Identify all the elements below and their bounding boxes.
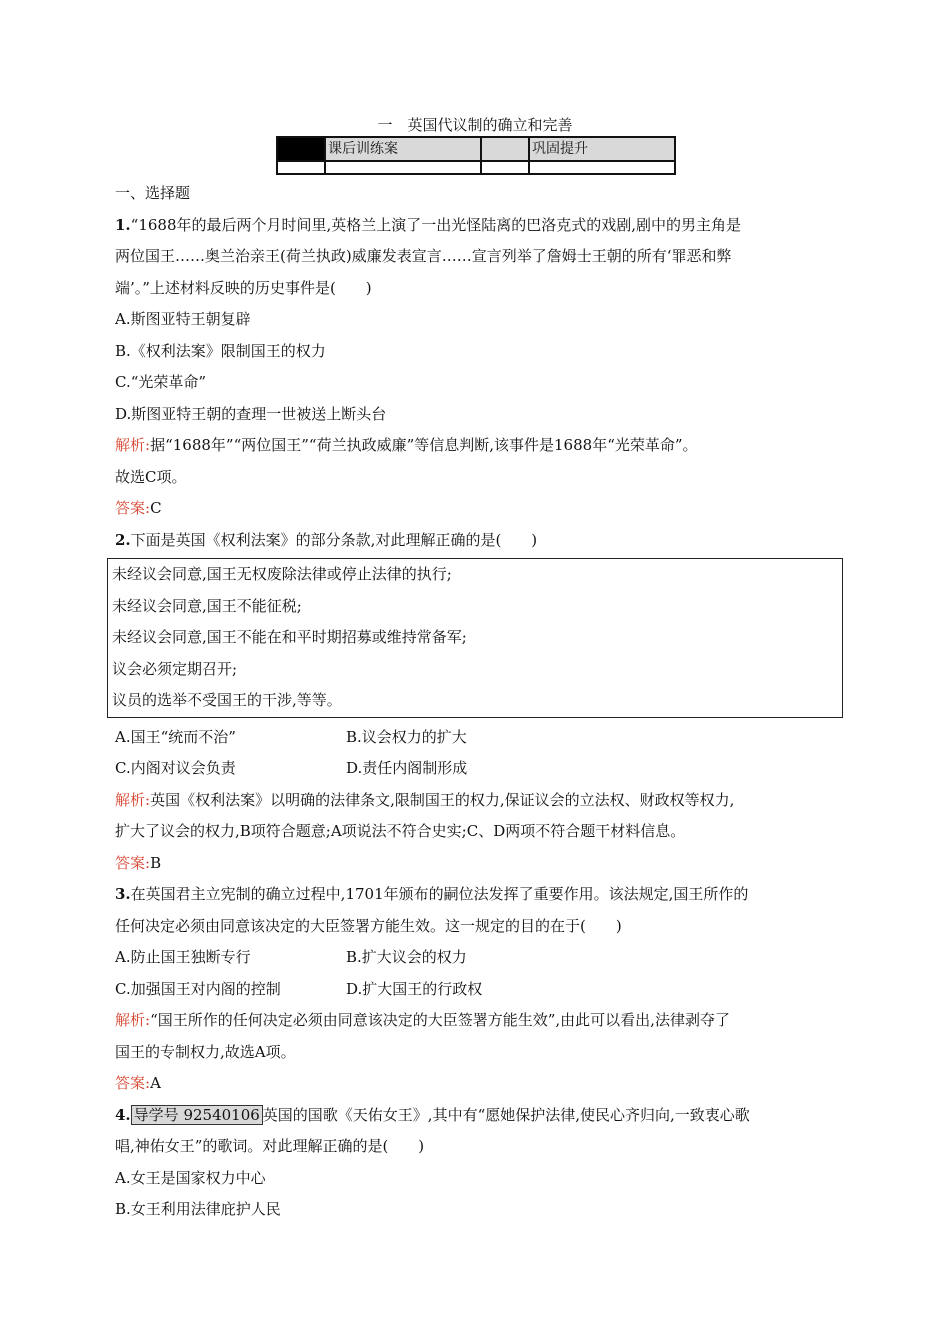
header-table-label-1: 课后训练案 xyxy=(328,141,398,157)
question-stem-line: 下面是英国《权利法案》的部分条款,对此理解正确的是( ) xyxy=(130,530,538,549)
answer-value: C xyxy=(150,499,162,517)
option: B.议会权力的扩大 xyxy=(346,727,467,746)
material-line: 未经议会同意,国王无权废除法律或停止法律的执行; xyxy=(112,565,452,583)
option: D.斯图亚特王朝的查理一世被送上断头台 xyxy=(115,404,387,423)
source-material-box xyxy=(107,558,843,718)
analysis-text: 故选C项。 xyxy=(115,467,187,486)
option: C.“光荣革命” xyxy=(115,373,207,391)
analysis-label: 解析: xyxy=(115,1011,151,1029)
question-stem-line: “1688年的最后两个月时间里,英格兰上演了一出光怪陆离的巴洛克式的戏剧,剧中的男主角是 xyxy=(130,215,742,234)
header-table-cell-3 xyxy=(529,137,675,161)
analysis-text: 据“1688年”“两位国王”“荷兰执政威廉”等信息判断,该事件是1688年“光荣革命”。 xyxy=(150,436,698,454)
question-2 xyxy=(112,525,831,880)
question-stem-line: 唱,神佑女王”的歌词。对此理解正确的是( ) xyxy=(115,1137,425,1155)
question-1 xyxy=(115,210,831,525)
header-table-black-cell xyxy=(277,137,325,161)
header-table-cell xyxy=(481,161,529,174)
question-stem-line: 端’。”上述材料反映的历史事件是( ) xyxy=(115,278,372,297)
guide-number-tag[interactable]: 导学号 92540106 xyxy=(131,1105,263,1125)
answer-label: 答案: xyxy=(115,853,151,872)
section-heading: 一、选择题 xyxy=(115,184,191,202)
analysis-text: 国王的专制权力,故选A项。 xyxy=(115,1042,296,1061)
header-table-cell xyxy=(277,161,325,174)
question-number: 4. xyxy=(115,1105,131,1124)
analysis-text: “国王所作的任何决定必须由同意该决定的大臣签署方能生效”,由此可以看出,法律剥夺了 xyxy=(150,1011,730,1029)
header-table-label-2: 巩固提升 xyxy=(532,141,588,157)
option: D.扩大国王的行政权 xyxy=(346,979,483,998)
header-table-cell xyxy=(529,161,675,174)
question-number: 3. xyxy=(115,885,131,903)
question-number: 2. xyxy=(115,530,131,549)
answer-value: B xyxy=(150,853,162,872)
option: B.女王利用法律庇护人民 xyxy=(115,1200,281,1218)
question-stem-line: 任何决定必须由同意该决定的大臣签署方能生效。这一规定的目的在于( ) xyxy=(115,916,622,935)
answer-value: A xyxy=(150,1074,161,1092)
option: C.内阁对议会负责 xyxy=(115,759,236,777)
answer-label: 答案: xyxy=(115,499,151,517)
analysis-text: 英国《权利法案》以明确的法律条文,限制国王的权力,保证议会的立法权、财政权等权力, xyxy=(150,790,735,809)
question-3 xyxy=(115,879,831,1100)
material-line: 议会必须定期召开; xyxy=(112,659,238,678)
question-4 xyxy=(115,1100,831,1226)
option: D.责任内阁制形成 xyxy=(346,759,468,777)
analysis-label: 解析: xyxy=(115,790,151,809)
page-title: 一 英国代议制的确立和完善 xyxy=(377,116,573,134)
option: A.斯图亚特王朝复辟 xyxy=(115,310,251,328)
question-stem-line: 两位国王……奥兰治亲王(荷兰执政)威廉发表宣言……宣言列举了詹姆士王朝的所有‘罪恶和弊 xyxy=(115,247,732,265)
option: A.女王是国家权力中心 xyxy=(115,1168,266,1187)
header-table-cell-1 xyxy=(325,137,481,161)
material-line: 未经议会同意,国王不能征税; xyxy=(112,596,302,615)
header-table-cell-2 xyxy=(481,137,529,161)
analysis-label: 解析: xyxy=(115,436,151,454)
option: B.扩大议会的权力 xyxy=(346,948,467,966)
document-body xyxy=(112,178,831,1226)
option: A.国王“统而不治” xyxy=(115,727,236,746)
question-stem-line: 在英国君主立宪制的确立过程中,1701年颁布的嗣位法发挥了重要作用。该法规定,国王所作的 xyxy=(130,885,749,903)
option: A.防止国王独断专行 xyxy=(115,948,251,966)
material-line: 未经议会同意,国王不能在和平时期招募或维持常备军; xyxy=(112,628,467,646)
analysis-text: 扩大了议会的权力,B项符合题意;A项说法不符合史实;C、D两项不符合题干材料信息。 xyxy=(115,822,686,840)
answer-label: 答案: xyxy=(115,1074,151,1092)
material-line: 议员的选举不受国王的干涉,等等。 xyxy=(112,691,342,709)
option: C.加强国王对内阁的控制 xyxy=(115,979,281,998)
header-table xyxy=(276,136,676,175)
option: B.《权利法案》限制国王的权力 xyxy=(115,341,326,360)
header-table-cell xyxy=(325,161,481,174)
question-stem-line: 英国的国歌《天佑女王》,其中有“愿她保护法律,使民心齐归向,一致衷心歌 xyxy=(262,1105,750,1124)
question-number: 1. xyxy=(115,215,131,234)
